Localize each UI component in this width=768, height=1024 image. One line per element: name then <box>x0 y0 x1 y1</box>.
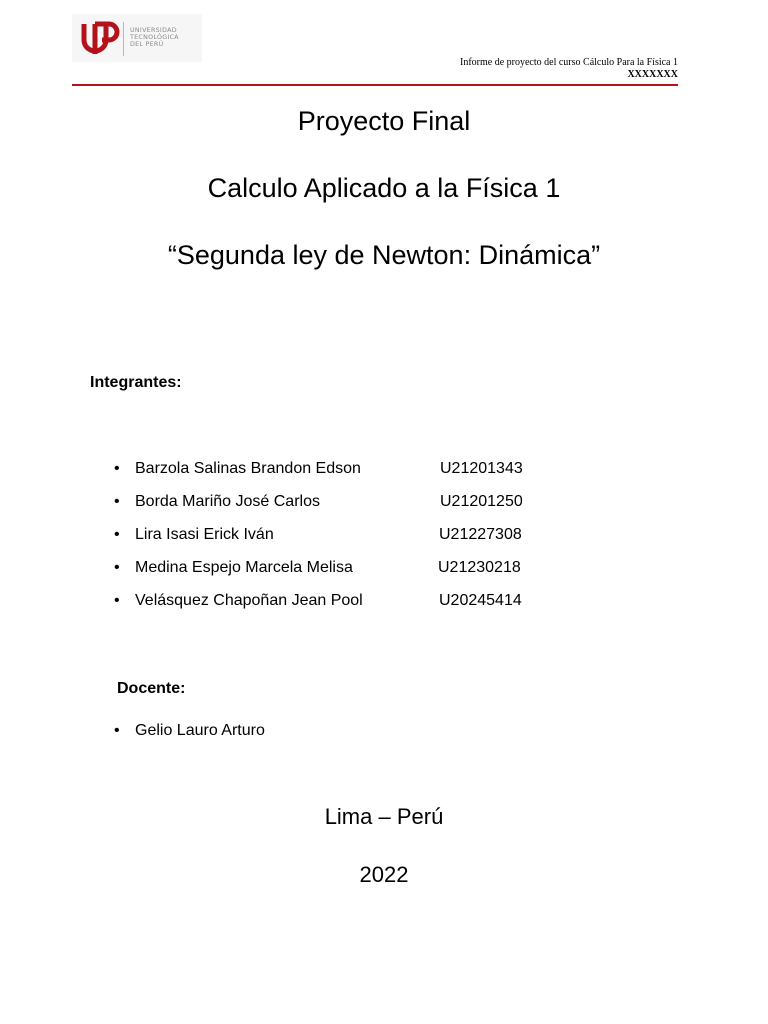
utp-logo-icon <box>80 20 122 58</box>
header-code-line: XXXXXXX <box>627 69 678 80</box>
member-row <box>0 592 768 614</box>
member-row <box>0 460 768 482</box>
member-name: Medina Espejo Marcela Melisa <box>135 559 353 576</box>
member-code: U21201343 <box>440 460 523 477</box>
teacher-label: Docente: <box>117 680 186 697</box>
logo-line-1: UNIVERSIDAD <box>130 27 177 34</box>
logo-wordmark <box>130 27 179 49</box>
teacher-name: Gelio Lauro Arturo <box>135 722 265 739</box>
footer-year: 2022 <box>359 862 409 887</box>
member-row <box>0 559 768 581</box>
bullet-icon: • <box>114 592 120 609</box>
title-main: Proyecto Final <box>297 106 471 136</box>
member-code: U20245414 <box>439 592 522 609</box>
bullet-icon: • <box>114 460 120 477</box>
footer-place: Lima – Perú <box>324 804 444 829</box>
member-row <box>0 493 768 515</box>
logo-line-2: TECNOLÓGICA <box>130 34 179 42</box>
members-label: Integrantes: <box>90 374 182 391</box>
bullet-icon: • <box>114 722 120 739</box>
title-course: Calculo Aplicado a la Física 1 <box>207 173 561 203</box>
header-rule <box>72 84 678 86</box>
member-code: U21227308 <box>439 526 522 543</box>
member-name: Borda Mariño José Carlos <box>135 493 320 510</box>
teacher-row <box>0 722 768 744</box>
title-topic: “Segunda ley de Newton: Dinámica” <box>167 240 601 270</box>
bullet-icon: • <box>114 493 120 510</box>
university-logo <box>72 14 202 62</box>
bullet-icon: • <box>114 559 120 576</box>
member-row <box>0 526 768 548</box>
logo-line-3: DEL PERÚ <box>130 41 164 49</box>
member-name: Barzola Salinas Brandon Edson <box>135 460 361 477</box>
header-course-line: Informe de proyecto del curso Cálculo Para la Física 1 <box>460 57 678 68</box>
member-code: U21230218 <box>438 559 521 576</box>
member-name: Velásquez Chapoñan Jean Pool <box>135 592 363 609</box>
bullet-icon: • <box>114 526 120 543</box>
logo-divider <box>123 22 124 56</box>
member-name: Lira Isasi Erick Iván <box>135 526 274 543</box>
member-code: U21201250 <box>440 493 523 510</box>
